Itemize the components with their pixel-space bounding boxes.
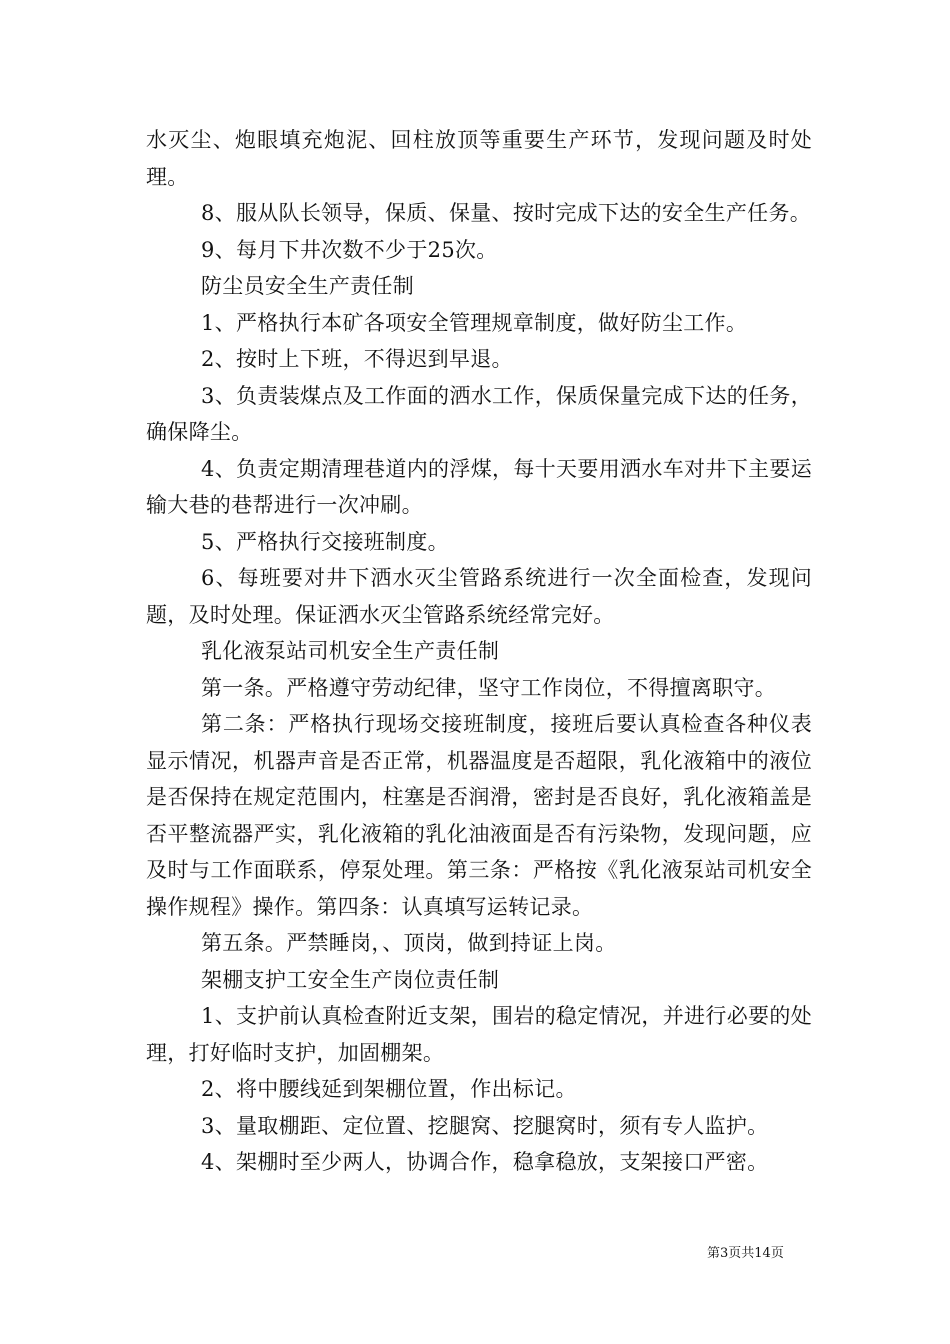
paragraph: 8、服从队长领导，保质、保量、按时完成下达的安全生产任务。 (201, 201, 812, 225)
paragraph: 3、量取棚距、定位置、挖腿窝、挖腿窝时，须有专人监护。 (201, 1113, 769, 1138)
paragraph: 第五条。严禁睡岗，、顶岗，做到持证上岗。 (201, 931, 617, 955)
paragraph: 1、严格执行本矿各项安全管理规章制度，做好防尘工作。 (201, 310, 748, 335)
paragraph: 第二条：严格执行现场交接班制度，接班后要认真检查各种仪表显示情况，机器声音是否正常，机器温度是否超限，乳化液箱中的液位是否保持在规定范围内，柱塞是否润滑，密封是否良好，乳化液箱盖是否平整流器严实，乳化液箱的乳化油液面是否有污染物，发现问题，应及时与工作面联系，停泵处理。第三条：严格按《乳化液泵站司机安全操作规程》操作。第四条：认真填写运转记录。 (146, 712, 812, 919)
paragraph: 架棚支护工安全生产岗位责任制 (201, 967, 500, 992)
paragraph: 6、每班要对井下洒水灭尘管路系统进行一次全面检查，发现问题，及时处理。保证洒水灭尘管路系统经常完好。 (146, 566, 812, 627)
paragraph: 2、将中腰线延到架棚位置，作出标记。 (201, 1077, 577, 1101)
paragraph: 1、支护前认真检查附近支架，围岩的稳定情况，并进行必要的处理，打好临时支护，加固棚架。 (146, 1004, 812, 1065)
paragraph: 第一条。严格遵守劳动纪律，坚守工作岗位，不得擅离职守。 (201, 675, 777, 700)
paragraph: 3、负责装煤点及工作面的洒水工作，保质保量完成下达的任务，确保降尘。 (146, 383, 812, 444)
paragraph: 2、按时上下班，不得迟到早退。 (201, 347, 513, 371)
document-body (146, 122, 812, 1181)
paragraph: 4、负责定期清理巷道内的浮煤，每十天要用洒水车对井下主要运输大巷的巷帮进行一次冲刷。 (146, 456, 812, 517)
paragraph: 9、每月下井次数不少于25次。 (201, 237, 498, 262)
paragraph: 5、严格执行交接班制度。 (201, 529, 449, 554)
paragraph: 防尘员安全生产责任制 (201, 274, 414, 298)
paragraph: 水灭尘、炮眼填充炮泥、回柱放顶等重要生产环节，发现问题及时处理。 (146, 128, 812, 189)
page-number-footer: 第3页共14页 (707, 1246, 784, 1261)
paragraph: 4、架棚时至少两人，协调合作，稳拿稳放，支架接口严密。 (201, 1150, 769, 1174)
paragraph: 乳化液泵站司机安全生产责任制 (201, 639, 500, 663)
